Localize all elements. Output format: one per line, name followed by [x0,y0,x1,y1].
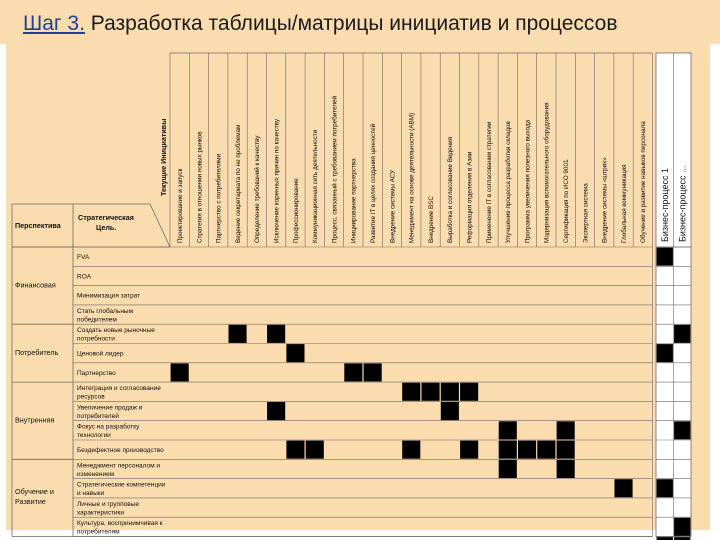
goal-label: Бездефектное производство [77,447,164,454]
slide-title [23,12,617,36]
initiative-label: Стратегия в отношении новых рынков [196,131,204,243]
header-diagonal-line [150,204,170,247]
business-process-label: Бизнес-процесс ... [677,165,688,242]
perspective-header: Перспектива [15,221,61,230]
filled-cell [499,441,517,459]
business-process-label: Бизнес-процесс 1 [659,168,670,242]
goal-label: Стратегические компетенции и навыки [77,481,166,498]
initiative-label: Проектирование и запуск [176,168,184,243]
initiative-label: Программа увеличения полезного выхода [524,119,532,243]
business-process-filled-cell [657,479,673,497]
initiative-label: Сертификация по ИСО 9001 [562,159,570,243]
initiatives-matrix [6,44,710,536]
filled-cell [267,402,285,420]
business-process-filled-cell [674,325,690,343]
perspective-label: Потребитель [15,348,59,358]
content-area [6,44,710,536]
goal-label: Культура, воспринимчивая к потребителям [77,520,163,536]
filled-cell [306,441,324,459]
filled-cell [460,441,478,459]
title-bar [0,0,720,44]
initiative-label: Внедрение системы «штрих» [601,157,609,243]
goal-label: Минимизация затрат [77,292,141,300]
filled-cell [441,383,459,401]
business-process-filled-cell [674,518,690,536]
initiative-label: Развитие IT в целях создания ценностей [369,123,377,243]
goal-label: Партнерство [77,369,116,377]
initiative-label: Реформация отделения в Азии [466,151,474,243]
filled-cell [422,383,440,401]
title-main: Разработка таблицы/матрицы инициатив и процессов [84,12,618,35]
goal-header: Стратегическая Цель. [78,213,134,232]
filled-cell [344,363,362,381]
goal-label: Создать новые рыночные потребности [77,327,155,343]
filled-cell [615,479,633,497]
perspective-label: Внутренняя [15,415,55,425]
goal-label: Интеграция и согласование ресурсов [77,385,161,401]
filled-cell [557,460,575,478]
filled-cell [499,460,517,478]
initiative-label: Модернизация вспомогательного оборудования [543,102,551,243]
business-process-filled-cell [657,344,673,362]
initiative-label: Коммуникационная сеть деятельности [312,129,320,243]
filled-cell [441,402,459,420]
goal-label: Фокус на разработку технологии [77,423,140,440]
perspective-label: Финансовая [15,280,56,290]
initiative-label: Инициирование партнерства [350,158,358,243]
filled-cell [499,421,517,439]
initiative-label: Менеджмент на основе деятельности (ABM) [408,112,416,243]
initiative-label: Выработка и согласование Видения [447,136,455,243]
initiative-label: Исключение коренных причин по качеству [273,118,281,243]
filled-cell [557,421,575,439]
filled-cell [402,383,420,401]
goal-label: FVA [77,254,90,261]
filled-cell [286,441,304,459]
initiative-label: Улучшение процесса разработки складов [505,121,513,243]
goal-label: Личные и групповые характеристики [77,500,139,517]
filled-cell [364,363,382,381]
step-link[interactable]: Шаг 3. [23,12,85,35]
business-process-filled-cell [674,421,690,439]
filled-cell [229,325,247,343]
initiative-label: Определение требований к качеству [254,135,262,243]
initiative-label: Ведение секретариата по не проблемам [234,124,242,243]
initiative-label: Процесс, связанный с требованием потребителей [331,95,339,243]
initiative-label: Профессионирование [292,178,300,243]
filled-cell [537,441,555,459]
initiative-label: Экспертная система [582,183,590,243]
initiative-label: Внедрение BSC [427,196,435,243]
filled-cell [171,363,189,381]
initiative-label: Партнерство с потребителями [215,154,223,243]
goal-label: ROA [77,273,92,281]
goal-label: Менеджмент персоналом и изменением [77,462,161,478]
business-process-filled-cell [657,248,673,266]
goal-label: Ценовой лидер [77,350,124,358]
filled-cell [557,441,575,459]
initiatives-header: Текущие Инициативы [159,118,168,196]
initiative-label: Применение IT в согласовании стратегии [485,121,493,243]
filled-cell [267,325,285,343]
filled-cell [402,441,420,459]
filled-cell [286,344,304,362]
goal-label: Стать глобальным победителем [77,307,134,324]
filled-cell [460,383,478,401]
initiative-label: Обучение и развитие навыков персонала [640,121,648,243]
initiative-label: Глобальная коммуникация [620,164,628,243]
filled-cell [518,441,536,459]
goal-label: Увеличение продаж и потребителей [77,404,143,420]
initiative-label: Внедрение системы АСУ [389,169,397,243]
perspective-label: Обучение и Развитие [15,486,54,506]
